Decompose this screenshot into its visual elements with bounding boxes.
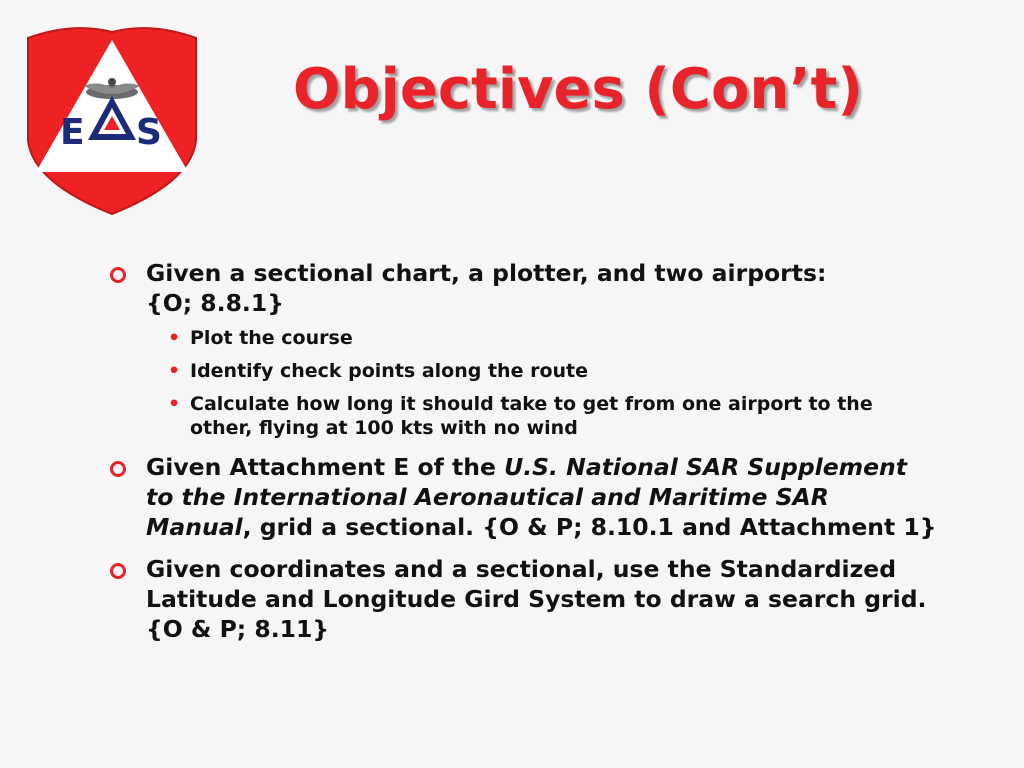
list-item: [146, 258, 966, 318]
dot-bullet-icon: •: [168, 327, 181, 349]
sub-item-text: other, flying at 100 kts with no wind: [190, 417, 578, 439]
hollow-circle-bullet-icon: [110, 461, 126, 477]
list-item: [146, 452, 966, 542]
ces-shield-logo: [22, 22, 202, 216]
bullet-text: , grid a sectional. {O & P; 8.10.1 and Attachment 1}: [242, 513, 937, 541]
sub-list-item: [168, 359, 910, 383]
dot-bullet-icon: •: [168, 360, 181, 382]
page-title: Objectives (Con’t): [292, 57, 863, 122]
bullet-line: {O & P; 8.11}: [146, 615, 330, 643]
logo-letter-s: S: [136, 112, 162, 153]
bullet-line: Given a sectional chart, a plotter, and two airports:: [146, 259, 827, 287]
sub-list-item: [168, 326, 910, 350]
hollow-circle-bullet-icon: [110, 267, 126, 283]
bullet-line: [146, 452, 966, 482]
bullet-line: {O; 8.8.1}: [146, 289, 284, 317]
bullet-italic-text: U.S. National SAR Supplement: [504, 453, 908, 481]
hollow-circle-bullet-icon: [110, 563, 126, 579]
bullet-line: Latitude and Longitude Gird System to draw a search grid.: [146, 585, 927, 613]
dot-bullet-icon: •: [168, 393, 181, 415]
sub-item-text: Identify check points along the route: [190, 360, 588, 382]
sub-item-text: Plot the course: [190, 327, 353, 349]
bullet-text: Given Attachment E of the: [146, 453, 505, 481]
bullet-italic-text: to the International Aeronautical and Maritime SAR: [146, 483, 829, 511]
list-item: [146, 554, 966, 644]
bullet-line: [146, 512, 966, 542]
sub-item-text: Calculate how long it should take to get from one airport to the: [190, 393, 873, 415]
sub-list-item: [168, 392, 910, 440]
logo-letter-e: E: [60, 112, 85, 153]
bullet-line: Given coordinates and a sectional, use the Standardized: [146, 555, 897, 583]
bullet-italic-text: Manual: [146, 513, 243, 541]
bullet-line: [146, 482, 966, 512]
